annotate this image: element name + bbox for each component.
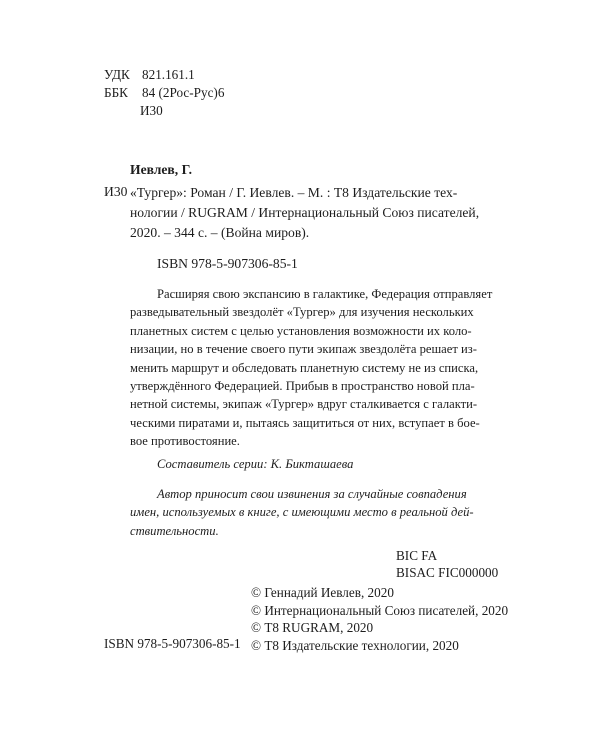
catalog-author: Иевлев, Г. [130, 162, 193, 177]
catalog-description [130, 183, 479, 243]
annotation [130, 285, 492, 451]
bic-code: BIC FA [396, 548, 438, 563]
footer-isbn: ISBN 978-5-907306-85-1 [104, 636, 241, 651]
copyright-line: © Геннадий Иевлев, 2020 [251, 585, 394, 600]
annotation-line: Расширяя свою экспансию в галактике, Федерация отправляет [157, 287, 493, 301]
disclaimer [130, 485, 474, 540]
catalog-author-mark: И30 [104, 184, 128, 199]
udk-label: УДК [104, 67, 130, 82]
annotation-line: нетной системы, экипаж «Тургер» вдруг сталкивается с галакти- [130, 397, 478, 412]
annotation-line: утверждённого Федерацией. Прибыв в пространство новой пла- [130, 379, 475, 394]
annotation-line: ческими пиратами и, пытаясь защититься от них, вступает в бое- [130, 415, 480, 430]
catalog-description-line: «Тургер»: Роман / Г. Иевлев. – М. : Т8 Издательские тех- [130, 185, 458, 200]
series-compiler: Составитель серии: К. Бикташаева [157, 457, 354, 471]
catalog-isbn: ISBN 978-5-907306-85-1 [157, 256, 298, 271]
copyright-line: © Т8 RUGRAM, 2020 [251, 620, 374, 635]
copyright-line: © Интернациональный Союз писателей, 2020 [251, 602, 509, 618]
annotation-line: низации, но в течение своего пути экипаж звездолёта решает из- [130, 342, 477, 357]
bbk-value: 84 (2Рос-Рус)6 [142, 85, 225, 100]
copyright-line: © Т8 Издательские технологии, 2020 [251, 637, 459, 653]
copyright-block [251, 584, 508, 654]
disclaimer-line: Автор приносит свои извинения за случайные совпадения [157, 487, 467, 501]
bbk-label: ББК [104, 85, 128, 100]
disclaimer-line: имен, используемых в книге, с имеющими место в реальной дей- [130, 505, 474, 520]
udk-value: 821.161.1 [142, 67, 195, 82]
catalog-description-line: 2020. – 344 с. – (Война миров). [130, 225, 310, 240]
disclaimer-line: ствительности. [130, 523, 219, 538]
catalog-description-line: нологии / RUGRAM / Интернациональный Союз писателей, [130, 205, 480, 220]
author-mark-code: И30 [140, 103, 163, 118]
annotation-line: планетных систем с целью установления возможности их коло- [130, 323, 472, 338]
annotation-line: вое противостояние. [130, 434, 240, 449]
annotation-line: менить маршрут и обследовать планетную систему не из списка, [130, 360, 479, 375]
annotation-line: разведывательный звездолёт «Тургер» для изучения нескольких [130, 305, 474, 320]
bisac-code: BISAC FIC000000 [396, 565, 499, 580]
